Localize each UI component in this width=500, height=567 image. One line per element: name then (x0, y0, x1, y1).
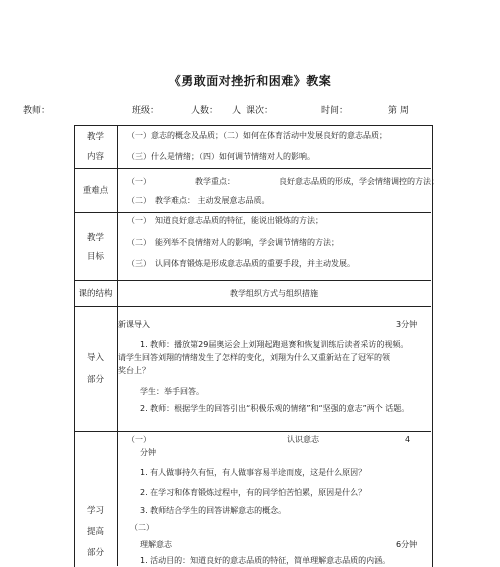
section-minutes: 4 (405, 435, 411, 444)
table-divider (117, 125, 118, 566)
section-title: 理解意志 (140, 540, 172, 549)
learn-label: 提高 (86, 527, 104, 537)
focus-key: 教学重点： (195, 177, 235, 186)
section-number: （二） (130, 523, 154, 532)
class-label: 班级： (132, 106, 160, 116)
lesson-label: 课次： (246, 106, 274, 116)
section-minutes-unit: 分钟 (140, 448, 156, 457)
goal-number: （二） (127, 238, 151, 247)
unit-label: 人 (232, 106, 242, 116)
goal-text: 知道良好意志品质的特征，能说出锻炼的方法； (155, 216, 323, 225)
intro-paragraph: 奖台上？ (118, 366, 150, 375)
section-number: （一） (127, 435, 151, 444)
goal-number: （一） (127, 216, 151, 225)
goal-number: （三） (127, 259, 151, 268)
focus-text: 良好意志品质的形成，学会情绪调控的方法； (279, 177, 439, 186)
content-label: 内容 (86, 152, 104, 162)
content-label: 教学 (86, 132, 104, 142)
focus-label: 重难点 (82, 186, 109, 196)
goals-label: 教学 (86, 233, 104, 243)
row-border (74, 280, 431, 281)
section-paragraph: 1. 活动目的：知道良好的意志品质的特征，简单理解意志品质的内涵。 (140, 556, 391, 565)
teacher-label: 教师： (23, 106, 51, 116)
structure-text: 教学组织方式与组织措施 (230, 289, 318, 298)
focus-number: （二） (127, 196, 151, 205)
intro-paragraph: 学生：举手回答。 (140, 387, 204, 396)
intro-paragraph: 1. 教师：播放第29届奥运会上刘翔起跑退赛和恢复训练后读者采访的视频。 (140, 340, 409, 349)
goal-text: 认同体育锻炼是形成意志品质的重要手段，并主动发展。 (155, 259, 355, 268)
row-border (74, 168, 431, 169)
intro-heading: 新课导入 (118, 320, 150, 329)
section-minutes: 6分钟 (396, 540, 418, 549)
intro-label: 部分 (86, 375, 104, 385)
row-border (74, 306, 431, 307)
intro-minutes: 3分钟 (396, 320, 418, 329)
question: 1. 有人做事持久有恒，有人做事容易半途而废，这是什么原因？ (140, 468, 367, 477)
intro-paragraph: 2. 教师：根据学生的回答引出“积极乐观的情绪”和“坚强的意志”两个 话题。 (140, 404, 410, 413)
structure-label: 课的结构 (78, 289, 113, 299)
count-label: 人数： (191, 106, 219, 116)
content-line: （一）意志的概念及品质；（二）如何在体育活动中发展良好的意志品质； (127, 131, 387, 140)
row-border (74, 212, 431, 213)
page-title: 《勇敢面对挫折和困难》教案 (168, 74, 332, 88)
intro-paragraph: 请学生回答刘翔的情绪发生了怎样的变化，刘翔为什么又重新站在了冠军的领 (118, 353, 390, 362)
learn-label: 学习 (86, 506, 104, 516)
focus-text: 教学难点： 主动发展意志品质。 (155, 196, 270, 205)
week-label: 第 周 (388, 106, 409, 116)
question: 2. 在学习和体育锻炼过程中，有的同学怕苦怕累，原因是什么？ (140, 488, 367, 497)
content-line: （三）什么是情绪；（四）如何调节情绪对人的影响。 (127, 152, 315, 161)
intro-label: 导入 (86, 353, 104, 363)
row-border (74, 431, 431, 432)
focus-number: （一） (127, 177, 151, 186)
goals-label: 目标 (86, 252, 104, 262)
question: 3. 教师结合学生的回答讲解意志的概念。 (140, 506, 287, 515)
learn-label: 部分 (86, 548, 104, 558)
section-title: 认识意志 (287, 435, 319, 444)
goal-text: 能列举不良情绪对人的影响，学会调节情绪的方法； (155, 238, 339, 247)
time-label: 时间： (321, 106, 349, 116)
